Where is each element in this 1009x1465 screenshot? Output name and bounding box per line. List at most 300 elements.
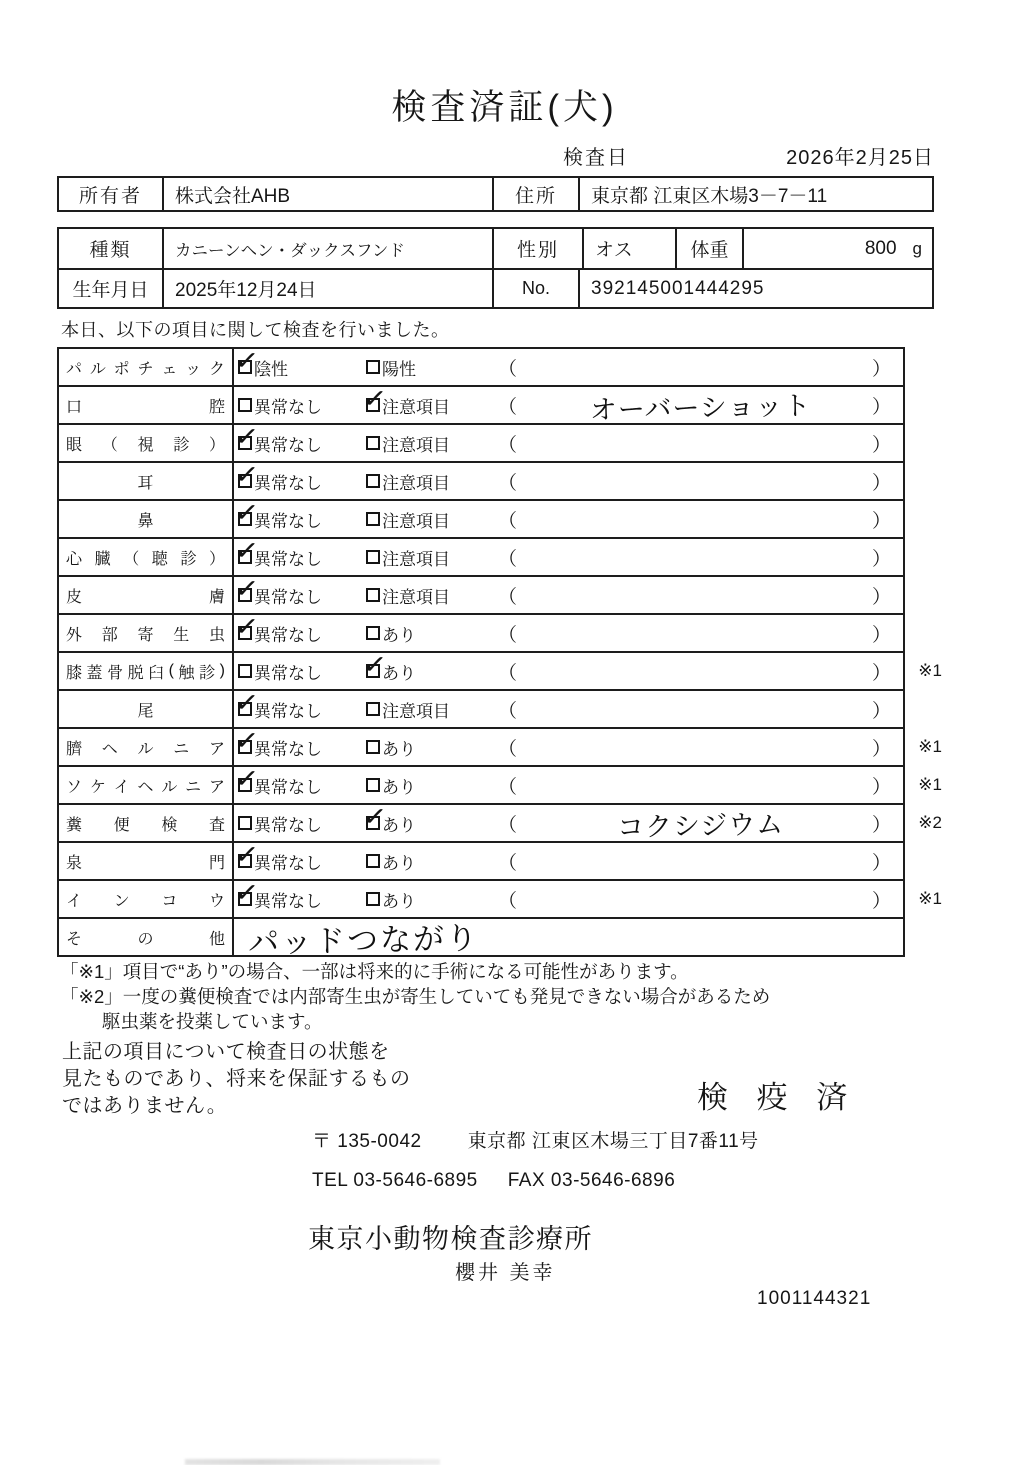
row-label-char: ） [208,550,225,568]
close-paren: ） [871,662,891,684]
row-label-char: 聴 [151,550,168,568]
row-label-char: 触 [178,664,195,682]
row-label [59,501,234,537]
close-paren: ） [871,814,891,836]
handwritten-note [538,554,863,561]
breed-row [59,229,932,268]
row-label-char: ヘ [137,778,154,796]
checked-checkbox [361,798,389,835]
row-label-char: 部 [101,626,118,644]
row-label-char: 膚 [208,588,225,606]
empty-checkbox [238,664,252,678]
option-label: 異常なし [254,587,322,607]
row-content [234,919,903,960]
footnote-mark: ※2 [918,813,942,832]
handwritten-note [538,706,863,713]
checkbox-option [238,393,366,418]
result-parentheses [498,808,903,843]
no-label: No. [492,270,578,307]
empty-checkbox [366,702,380,716]
close-paren: ） [871,586,891,608]
row-label-char: ) [219,662,225,679]
result-parentheses [498,848,903,875]
handwritten-note [538,782,863,789]
row-label-char: 耳 [137,474,154,492]
result-parentheses [498,658,903,685]
disclaimer-line-3: ではありません。 [62,1095,228,1117]
result-parentheses [498,772,903,799]
row-label [59,805,234,841]
checkbox-option [233,874,366,912]
empty-checkbox [238,816,252,830]
handwritten-note: パッドつながり [247,920,480,960]
row-label-char: チ [137,360,154,378]
close-paren: ） [871,548,891,570]
row-content [233,494,903,537]
row-label-char: 診 [180,550,197,568]
checklist-row [59,917,903,960]
close-paren: ） [871,890,891,912]
birth-value: 2025年12月24日 [162,270,492,307]
checkbox-option [233,722,366,760]
close-paren: ） [871,738,891,760]
row-label-char: 皮 [66,588,83,606]
checkbox-option [366,469,498,494]
result-parentheses [498,620,903,647]
row-content [233,570,903,613]
empty-checkbox [238,398,252,412]
option-label: 異常なし [254,397,322,417]
checklist-row [59,760,942,803]
row-label-char: ソ [66,778,83,796]
checklist-row [59,570,903,613]
weight-number: 800 [864,237,897,259]
footnote-mark: ※1 [918,737,942,756]
checkbox-option [233,494,366,532]
close-paren: ） [871,852,891,874]
result-parentheses [498,582,903,609]
option-label: 異常なし [254,815,322,835]
handwritten-checkmark-icon: ✓ [233,836,261,873]
weight-label: 体重 [675,229,742,268]
checked-checkbox [233,760,261,797]
row-label-char: 査 [208,816,225,834]
open-paren: （ [498,700,518,722]
close-paren: ） [871,472,891,494]
row-label-char: コ [161,892,178,910]
checkbox-option [233,836,366,874]
row-label [59,919,234,955]
clinic-tel: TEL 03-5646-6895 [312,1170,478,1191]
result-parentheses [498,468,903,495]
row-label-char: 臍 [66,740,83,758]
checkbox-option [366,773,498,798]
open-paren: （ [498,358,518,380]
option-label: 異常なし [254,435,322,455]
checked-checkbox [233,342,261,379]
checkbox-option [233,456,366,494]
handwritten-checkmark-icon: ✓ [233,494,261,531]
owner-value: 株式会社AHB [162,178,492,210]
option-label: 注意項目 [382,701,450,721]
checked-checkbox [233,418,261,455]
close-paren: ） [871,358,891,380]
row-label-char: ル [137,740,154,758]
result-parentheses [498,506,903,533]
sex-value: オス [582,229,675,268]
checklist-row [59,494,903,537]
checklist-row [59,380,903,425]
row-label-char: 検 [161,816,178,834]
row-label-char: ン [113,892,130,910]
handwritten-checkmark-icon: ✓ [233,532,261,569]
row-label-char: そ [66,930,83,948]
handwritten-note [538,440,863,447]
handwritten-note [538,478,863,485]
handwritten-checkmark-icon: ✓ [233,722,261,759]
option-label: 異常なし [254,549,322,569]
checkbox-option [366,887,498,912]
result-parentheses [498,544,903,571]
footnote-2b: 駆虫薬を投薬しています。 [102,1011,323,1032]
row-content [234,380,903,425]
handwritten-note: オーバーショット [589,390,812,425]
row-label-char: 生 [173,626,190,644]
row-content [233,722,903,765]
handwritten-note: コクシジウム [616,808,785,843]
row-label-char: 他 [208,930,225,948]
checklist-row [59,836,903,879]
checkbox-option [233,608,366,646]
checkbox-option [238,811,366,836]
checked-checkbox [233,456,261,493]
checklist-row [59,722,942,765]
option-label: あり [382,663,416,683]
weight-value [742,229,932,268]
option-label: 注意項目 [382,549,450,569]
empty-checkbox [366,474,380,488]
close-paren: ） [871,510,891,532]
option-label: あり [382,853,416,873]
row-label [59,425,234,461]
row-label-char: ル [89,360,106,378]
postal-code: 〒 135-0042 [312,1131,422,1152]
handwritten-note [538,630,863,637]
row-label-char: 膝 [66,664,83,682]
handwritten-checkmark-icon: ✓ [233,760,261,797]
row-label-char: 心 [66,550,83,568]
checkbox-option [361,646,498,684]
option-label: 注意項目 [382,473,450,493]
row-content [234,798,903,843]
footnotes [60,959,770,1034]
close-paren: ） [871,776,891,798]
checked-checkbox [361,646,389,683]
handwritten-checkmark-icon: ✓ [233,684,261,721]
row-label-char: ル [161,778,178,796]
option-label: 注意項目 [382,397,450,417]
open-paren: （ [498,586,518,608]
row-content [234,646,903,689]
row-content [233,418,903,461]
clinic-address-line [312,1126,759,1153]
row-label [59,463,234,499]
birth-label: 生年月日 [72,280,149,301]
clinic-name: 東京小動物検査診療所 [308,1224,593,1254]
scan-artifact [185,1459,440,1465]
open-paren: （ [498,852,518,874]
checklist-row [59,798,942,843]
row-label-char: 尾 [137,702,154,720]
row-label [59,881,234,917]
row-label [59,767,234,803]
option-label: 注意項目 [382,435,450,455]
handwritten-note [538,744,863,751]
row-content [233,532,903,575]
handwritten-checkmark-icon: ✓ [233,608,261,645]
empty-checkbox [366,360,380,374]
owner-table [57,176,934,212]
empty-checkbox [366,892,380,906]
checked-checkbox [361,380,389,417]
checked-checkbox [233,494,261,531]
row-label-char: ポ [113,360,130,378]
empty-checkbox [366,778,380,792]
owner-row [59,178,932,210]
footnote-mark: ※1 [918,661,942,680]
checklist-row [59,874,942,917]
row-label-char: ） [208,436,225,454]
checked-checkbox [233,570,261,607]
row-label-char: 骨 [107,664,124,682]
option-label: 注意項目 [382,587,450,607]
serial-number: 1001144321 [757,1288,872,1309]
row-label-char: パ [66,360,83,378]
row-label-char: 診 [173,436,190,454]
row-label [59,843,234,879]
checklist-row [59,532,903,575]
handwritten-note [538,516,863,523]
checkbox-option [233,570,366,608]
empty-checkbox [366,626,380,640]
option-label: 異常なし [254,663,322,683]
option-label: 陰性 [254,359,288,379]
checkbox-option [361,380,498,418]
row-label [59,387,234,423]
footnote-1: 「※1」項目で“あり”の場合、一部は将来的に手術になる可能性があります。 [60,961,689,982]
exam-date-value: 2026年2月25日 [786,147,934,169]
checked-checkbox [233,608,261,645]
handwritten-checkmark-icon: ✓ [233,342,261,379]
empty-checkbox [366,550,380,564]
row-label-char: （ [101,436,118,454]
row-content [233,874,903,917]
open-paren: （ [498,472,518,494]
open-paren: （ [498,434,518,456]
disclaimer-line-2: 見たものであり、将来を保証するもの [62,1068,411,1090]
row-label-char: 視 [137,436,154,454]
checkbox-option [366,583,498,608]
row-label-char: ク [208,360,225,378]
result-parentheses [498,696,903,723]
handwritten-checkmark-icon: ✓ [361,646,389,683]
open-paren: （ [498,776,518,798]
row-label-char: ( [168,662,174,679]
result-parentheses [498,886,903,913]
checkbox-option [233,418,366,456]
breed-value: カニーンヘン・ダックスフンド [162,229,492,268]
checklist-row [59,342,903,385]
animal-info-table [57,227,934,309]
row-label-char: ア [208,740,225,758]
row-label-char: の [137,930,154,948]
checklist-row [59,608,903,651]
handwritten-checkmark-icon: ✓ [361,798,389,835]
handwritten-checkmark-icon: ✓ [233,418,261,455]
option-label: 異常なし [254,853,322,873]
option-label: 異常なし [254,511,322,531]
handwritten-note [538,592,863,599]
clinic-contact-line [312,1170,675,1192]
result-parentheses [498,390,903,425]
checkbox-option [366,355,498,380]
checked-checkbox [233,874,261,911]
empty-checkbox [366,512,380,526]
close-paren: ） [871,700,891,722]
handwritten-checkmark-icon: ✓ [233,456,261,493]
close-paren: ） [871,624,891,646]
weight-unit: g [912,238,922,258]
row-label-char: 診 [199,664,216,682]
option-label: あり [382,891,416,911]
empty-checkbox [366,854,380,868]
option-label: 陽性 [382,359,416,379]
row-label-char: 蓋 [86,664,103,682]
option-label: 異常なし [254,701,322,721]
row-label [59,729,234,765]
row-label-char: 腔 [208,398,225,416]
row-label-char: 便 [113,816,130,834]
row-label-char: 泉 [66,854,83,872]
option-label: 異常なし [254,777,322,797]
row-label-char: ウ [208,892,225,910]
row-label-char: ッ [185,360,202,378]
option-label: あり [382,625,416,645]
row-label-char: イ [66,892,83,910]
checked-checkbox [233,836,261,873]
checkbox-option [366,431,498,456]
exam-date-label: 検査日 [563,147,629,169]
handwritten-note [538,896,863,903]
option-label: 注意項目 [382,511,450,531]
option-label: 異常なし [254,625,322,645]
row-label [59,615,234,651]
option-label: 異常なし [254,473,322,493]
row-content [233,456,903,499]
intro-text: 本日、以下の項目に関して検査を行いました。 [61,320,450,340]
footnote-mark: ※1 [918,775,942,794]
option-label: あり [382,739,416,759]
row-label-char: 眼 [66,436,83,454]
row-label-char: ヘ [101,740,118,758]
close-paren: ） [871,434,891,456]
row-label-char: 門 [208,854,225,872]
open-paren: （ [498,814,518,836]
row-label-char: ケ [89,778,106,796]
result-parentheses [498,430,903,457]
handwritten-note [538,364,863,371]
empty-checkbox [366,588,380,602]
checkbox-option [366,697,498,722]
checkbox-option [366,545,498,570]
open-paren: （ [498,548,518,570]
no-value: 392145001444295 [578,270,932,307]
checklist-row [59,646,942,689]
result-parentheses [498,354,903,381]
examiner-name: 櫻井 美幸 [455,1262,556,1284]
checked-checkbox [233,532,261,569]
row-label-char: 虫 [208,626,225,644]
row-content [233,836,903,879]
row-label-char: 糞 [66,816,83,834]
row-label-char: 寄 [137,626,154,644]
disclaimer [62,1039,411,1120]
handwritten-checkmark-icon: ✓ [233,874,261,911]
row-label-char: ア [208,778,225,796]
row-content [233,342,903,385]
checkbox-option [366,735,498,760]
open-paren: （ [498,396,518,418]
row-label-char: イ [113,778,130,796]
checked-checkbox [233,684,261,721]
option-label: 異常なし [254,891,322,911]
checkbox-option [366,507,498,532]
checkbox-option [238,659,366,684]
row-label-char: ニ [185,778,202,796]
row-label-char: ェ [161,360,178,378]
close-paren: ） [871,396,891,418]
footnote-2: 「※2」一度の糞便検査では内部寄生虫が寄生していても発見できない場合があるため [60,986,771,1007]
clinic-address: 東京都 江東区木場三丁目7番11号 [467,1131,759,1152]
quarantine-stamp: 検 疫 済 [697,1080,858,1115]
row-label [59,349,234,385]
empty-checkbox [366,740,380,754]
row-label-char: ニ [173,740,190,758]
row-content [233,608,903,651]
open-paren: （ [498,890,518,912]
checkbox-option [233,342,366,380]
row-label [59,577,234,613]
handwritten-checkmark-icon: ✓ [361,380,389,417]
handwritten-note [538,858,863,865]
open-paren: （ [498,510,518,532]
birth-row [59,268,932,307]
checkbox-option [361,798,498,836]
row-content [233,760,903,803]
option-label: あり [382,815,416,835]
row-label-char: 臼 [148,664,165,682]
handwritten-checkmark-icon: ✓ [233,570,261,607]
row-content [233,684,903,727]
checkbox-option [366,849,498,874]
open-paren: （ [498,624,518,646]
row-label-char: 外 [66,626,83,644]
checkbox-option [233,760,366,798]
sex-label: 性別 [492,229,582,268]
result-parentheses [498,734,903,761]
option-label: 異常なし [254,739,322,759]
checklist-row [59,684,903,727]
